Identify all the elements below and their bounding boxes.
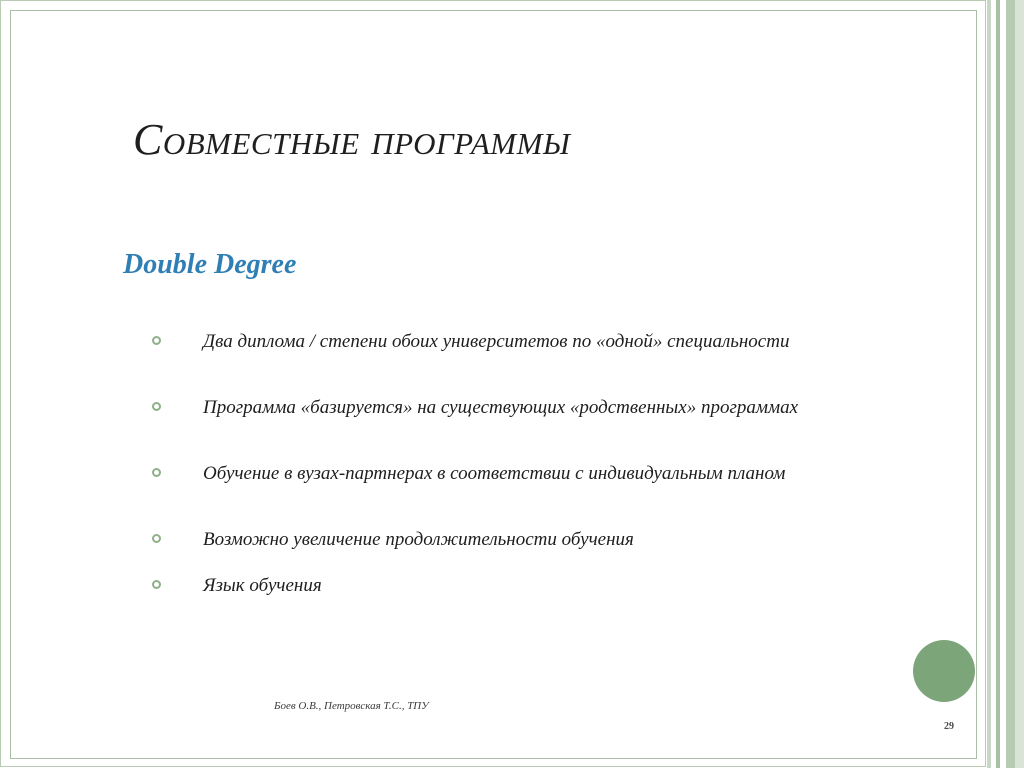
decorative-stripe [1006,0,1015,768]
bullet-circle-icon [152,534,161,543]
bullet-circle-icon [152,468,161,477]
bullet-item [150,464,893,484]
bullet-circle-icon [152,580,161,589]
bullet-item [150,398,893,418]
bullet-item [150,576,893,596]
slide-footer: Боев О.В., Петровская Т.С., ТПУ [274,700,429,712]
bullet-circle-icon [152,336,161,345]
slide-subtitle: Double Degree [123,249,297,280]
bullet-text: Два диплома / степени обоих университетов по «одной» специальности [203,331,790,352]
bullet-circle-icon [152,402,161,411]
bullet-text: Обучение в вузах-партнерах в соответствии с индивидуальным планом [203,463,786,484]
page-number: 29 [944,721,954,732]
bullet-text: Программа «базируется» на существующих «родственных» программах [203,397,799,418]
decorative-green-circle [913,640,975,702]
bullet-text: Язык обучения [203,575,322,596]
slide-title: Совместные программы [133,115,571,164]
decorative-stripe [1015,0,1024,768]
bullet-item [150,530,893,550]
bullet-item [150,332,893,352]
bullet-text: Возможно увеличение продолжительности обучения [203,529,634,550]
